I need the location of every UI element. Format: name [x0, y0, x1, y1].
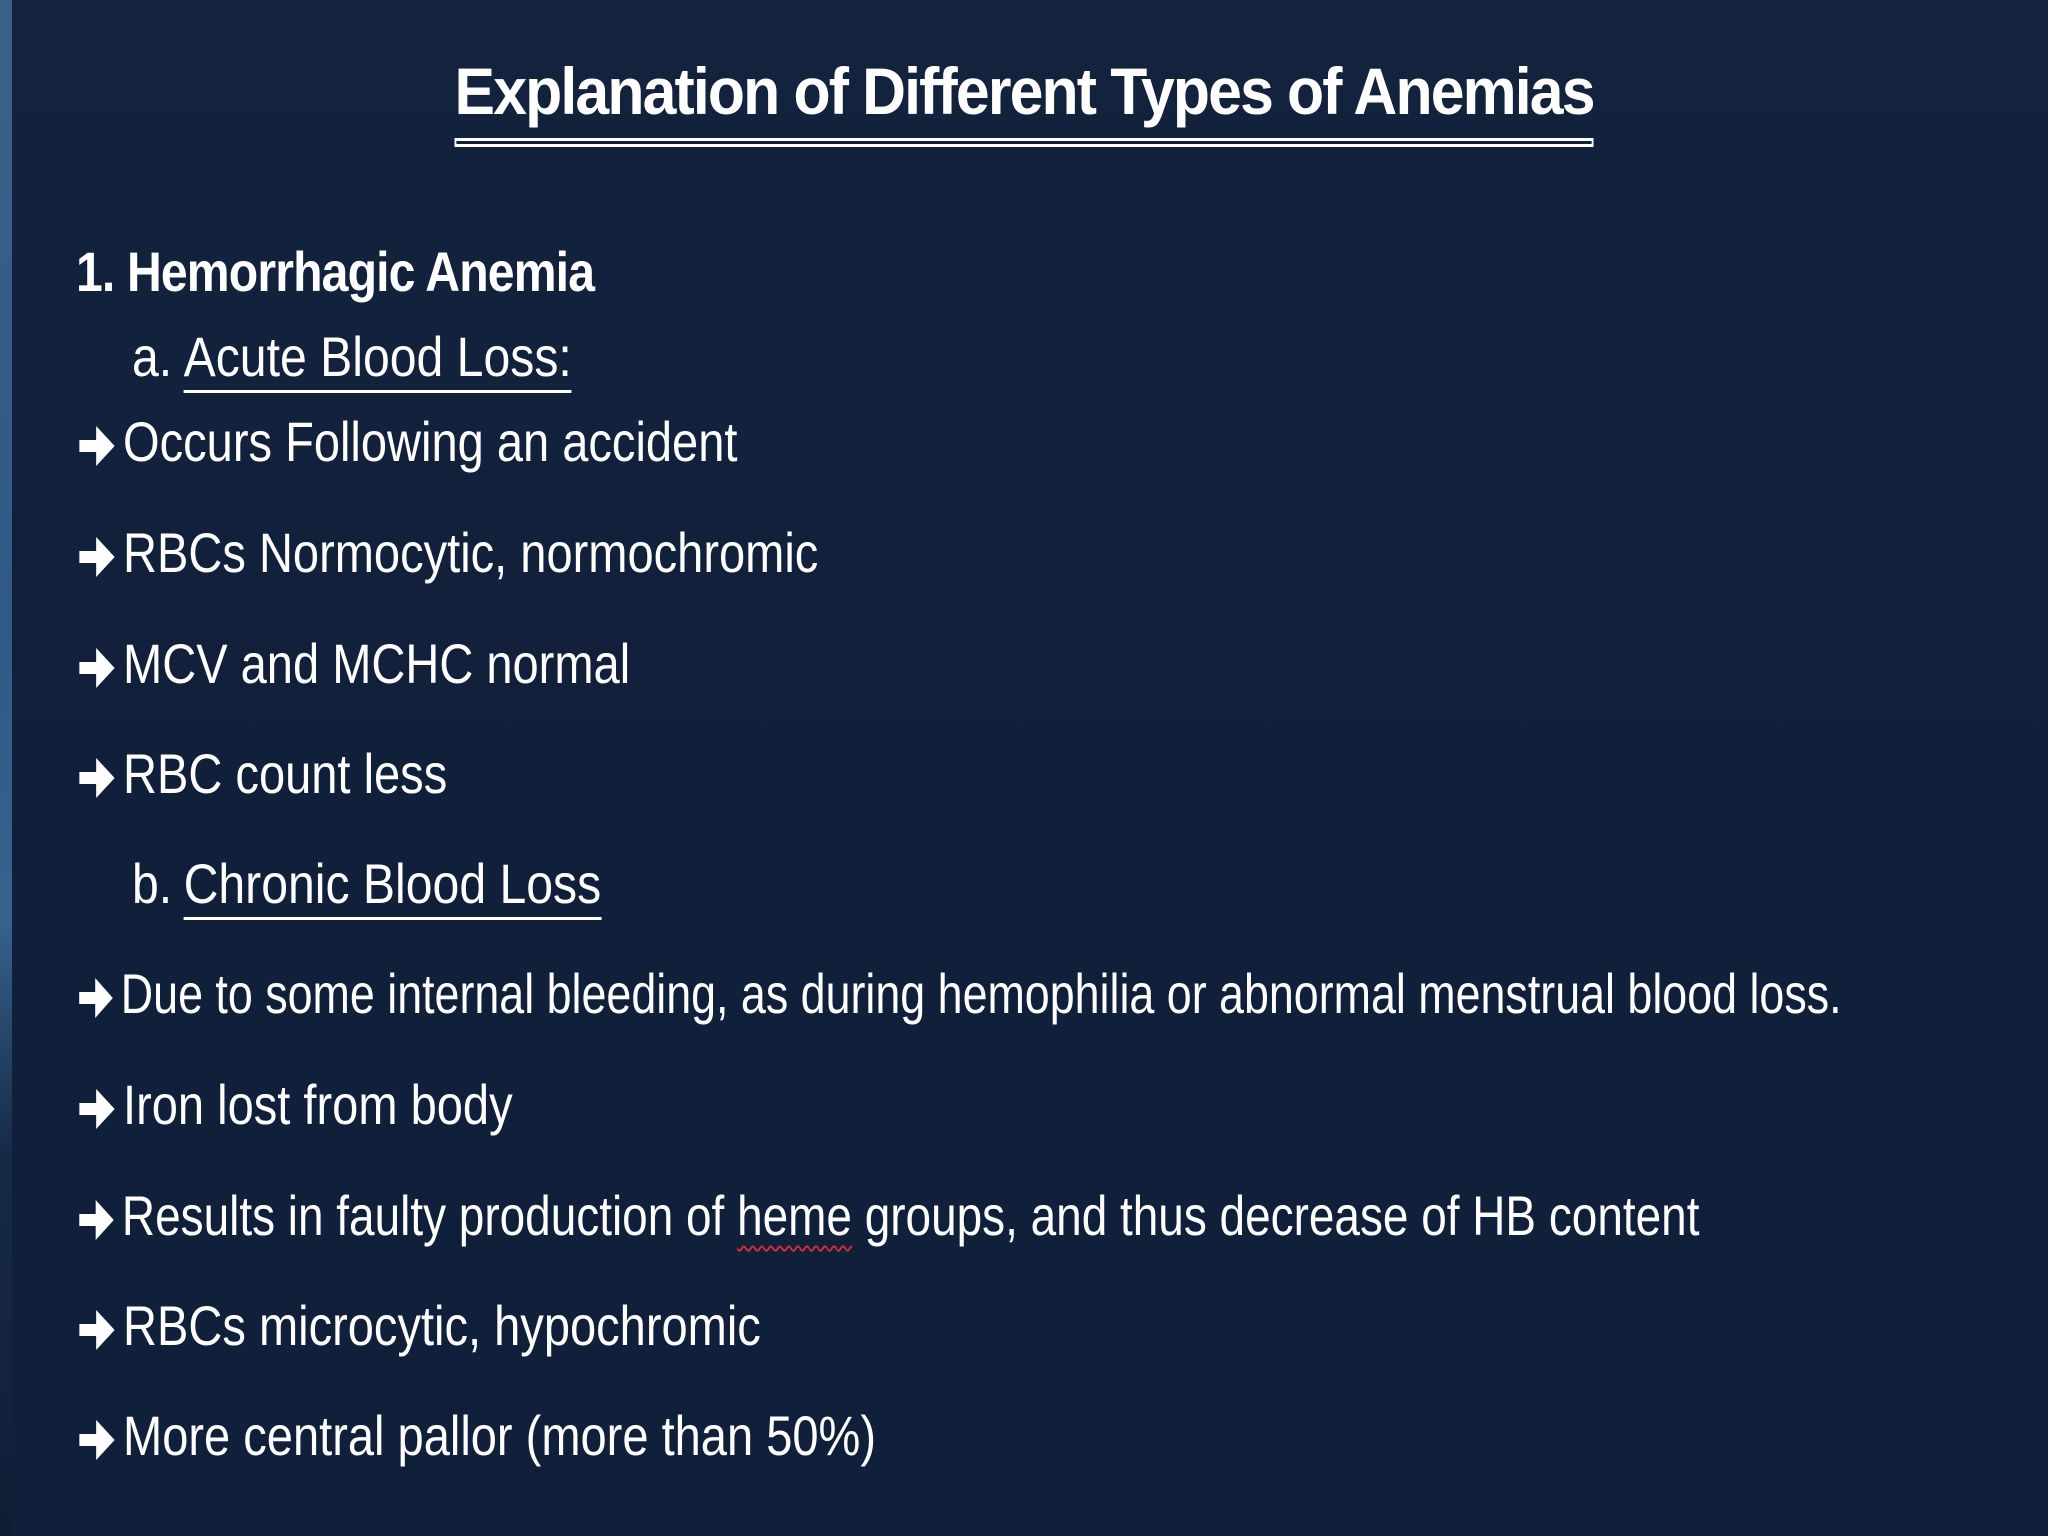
bullet-item: [76, 392, 737, 492]
right-arrow-icon: [76, 531, 123, 583]
bullet-text: Iron lost from body: [123, 1073, 513, 1136]
bullet-text: More central pallor (more than 50%): [123, 1404, 877, 1467]
bullet-item: [76, 614, 630, 714]
slide-left-edge: [0, 0, 12, 1536]
right-arrow-icon: [76, 1083, 123, 1135]
bullet-text: Occurs Following an accident: [123, 410, 738, 473]
bullet-text: RBCs microcytic, hypochromic: [123, 1294, 761, 1357]
bullet-item: [76, 1055, 513, 1155]
right-arrow-icon: [76, 1414, 123, 1466]
right-arrow-icon: [76, 752, 123, 804]
subsection-letter: b.: [132, 852, 173, 915]
bullet-text-after: groups, and thus decrease of HB content: [851, 1184, 1700, 1247]
subsection-label: Acute Blood Loss:: [184, 325, 572, 393]
section-heading: 1. Hemorrhagic Anemia: [76, 240, 595, 303]
slide-title-container: [0, 46, 2048, 141]
subsection-letter: a.: [132, 325, 173, 388]
right-arrow-icon: [76, 420, 123, 472]
subsection-label: Chronic Blood Loss: [184, 852, 602, 920]
bullet-text: RBC count less: [123, 742, 448, 805]
slide-title: Explanation of Different Types of Anemias: [454, 46, 1593, 141]
subsection-chronic: [132, 834, 601, 934]
bullet-text: Due to some internal bleeding, as during hemophilia or abnormal menstrual blood loss.: [120, 962, 1842, 1025]
right-arrow-icon: [76, 642, 123, 694]
right-arrow-icon: [76, 1194, 122, 1246]
right-arrow-icon: [76, 972, 121, 1024]
bullet-item: [76, 724, 447, 824]
bullet-item: [76, 1276, 761, 1376]
bullet-text: RBCs Normocytic, normochromic: [123, 521, 819, 584]
spellcheck-flagged-word: heme: [737, 1184, 852, 1247]
right-arrow-icon: [76, 1304, 123, 1356]
bullet-item: [76, 503, 818, 603]
bullet-text: MCV and MCHC normal: [123, 632, 631, 695]
bullet-item: [76, 1166, 1699, 1266]
bullet-text-before: Results in faulty production of: [121, 1184, 738, 1247]
bullet-item: [76, 1386, 876, 1486]
bullet-item: [76, 944, 1842, 1044]
